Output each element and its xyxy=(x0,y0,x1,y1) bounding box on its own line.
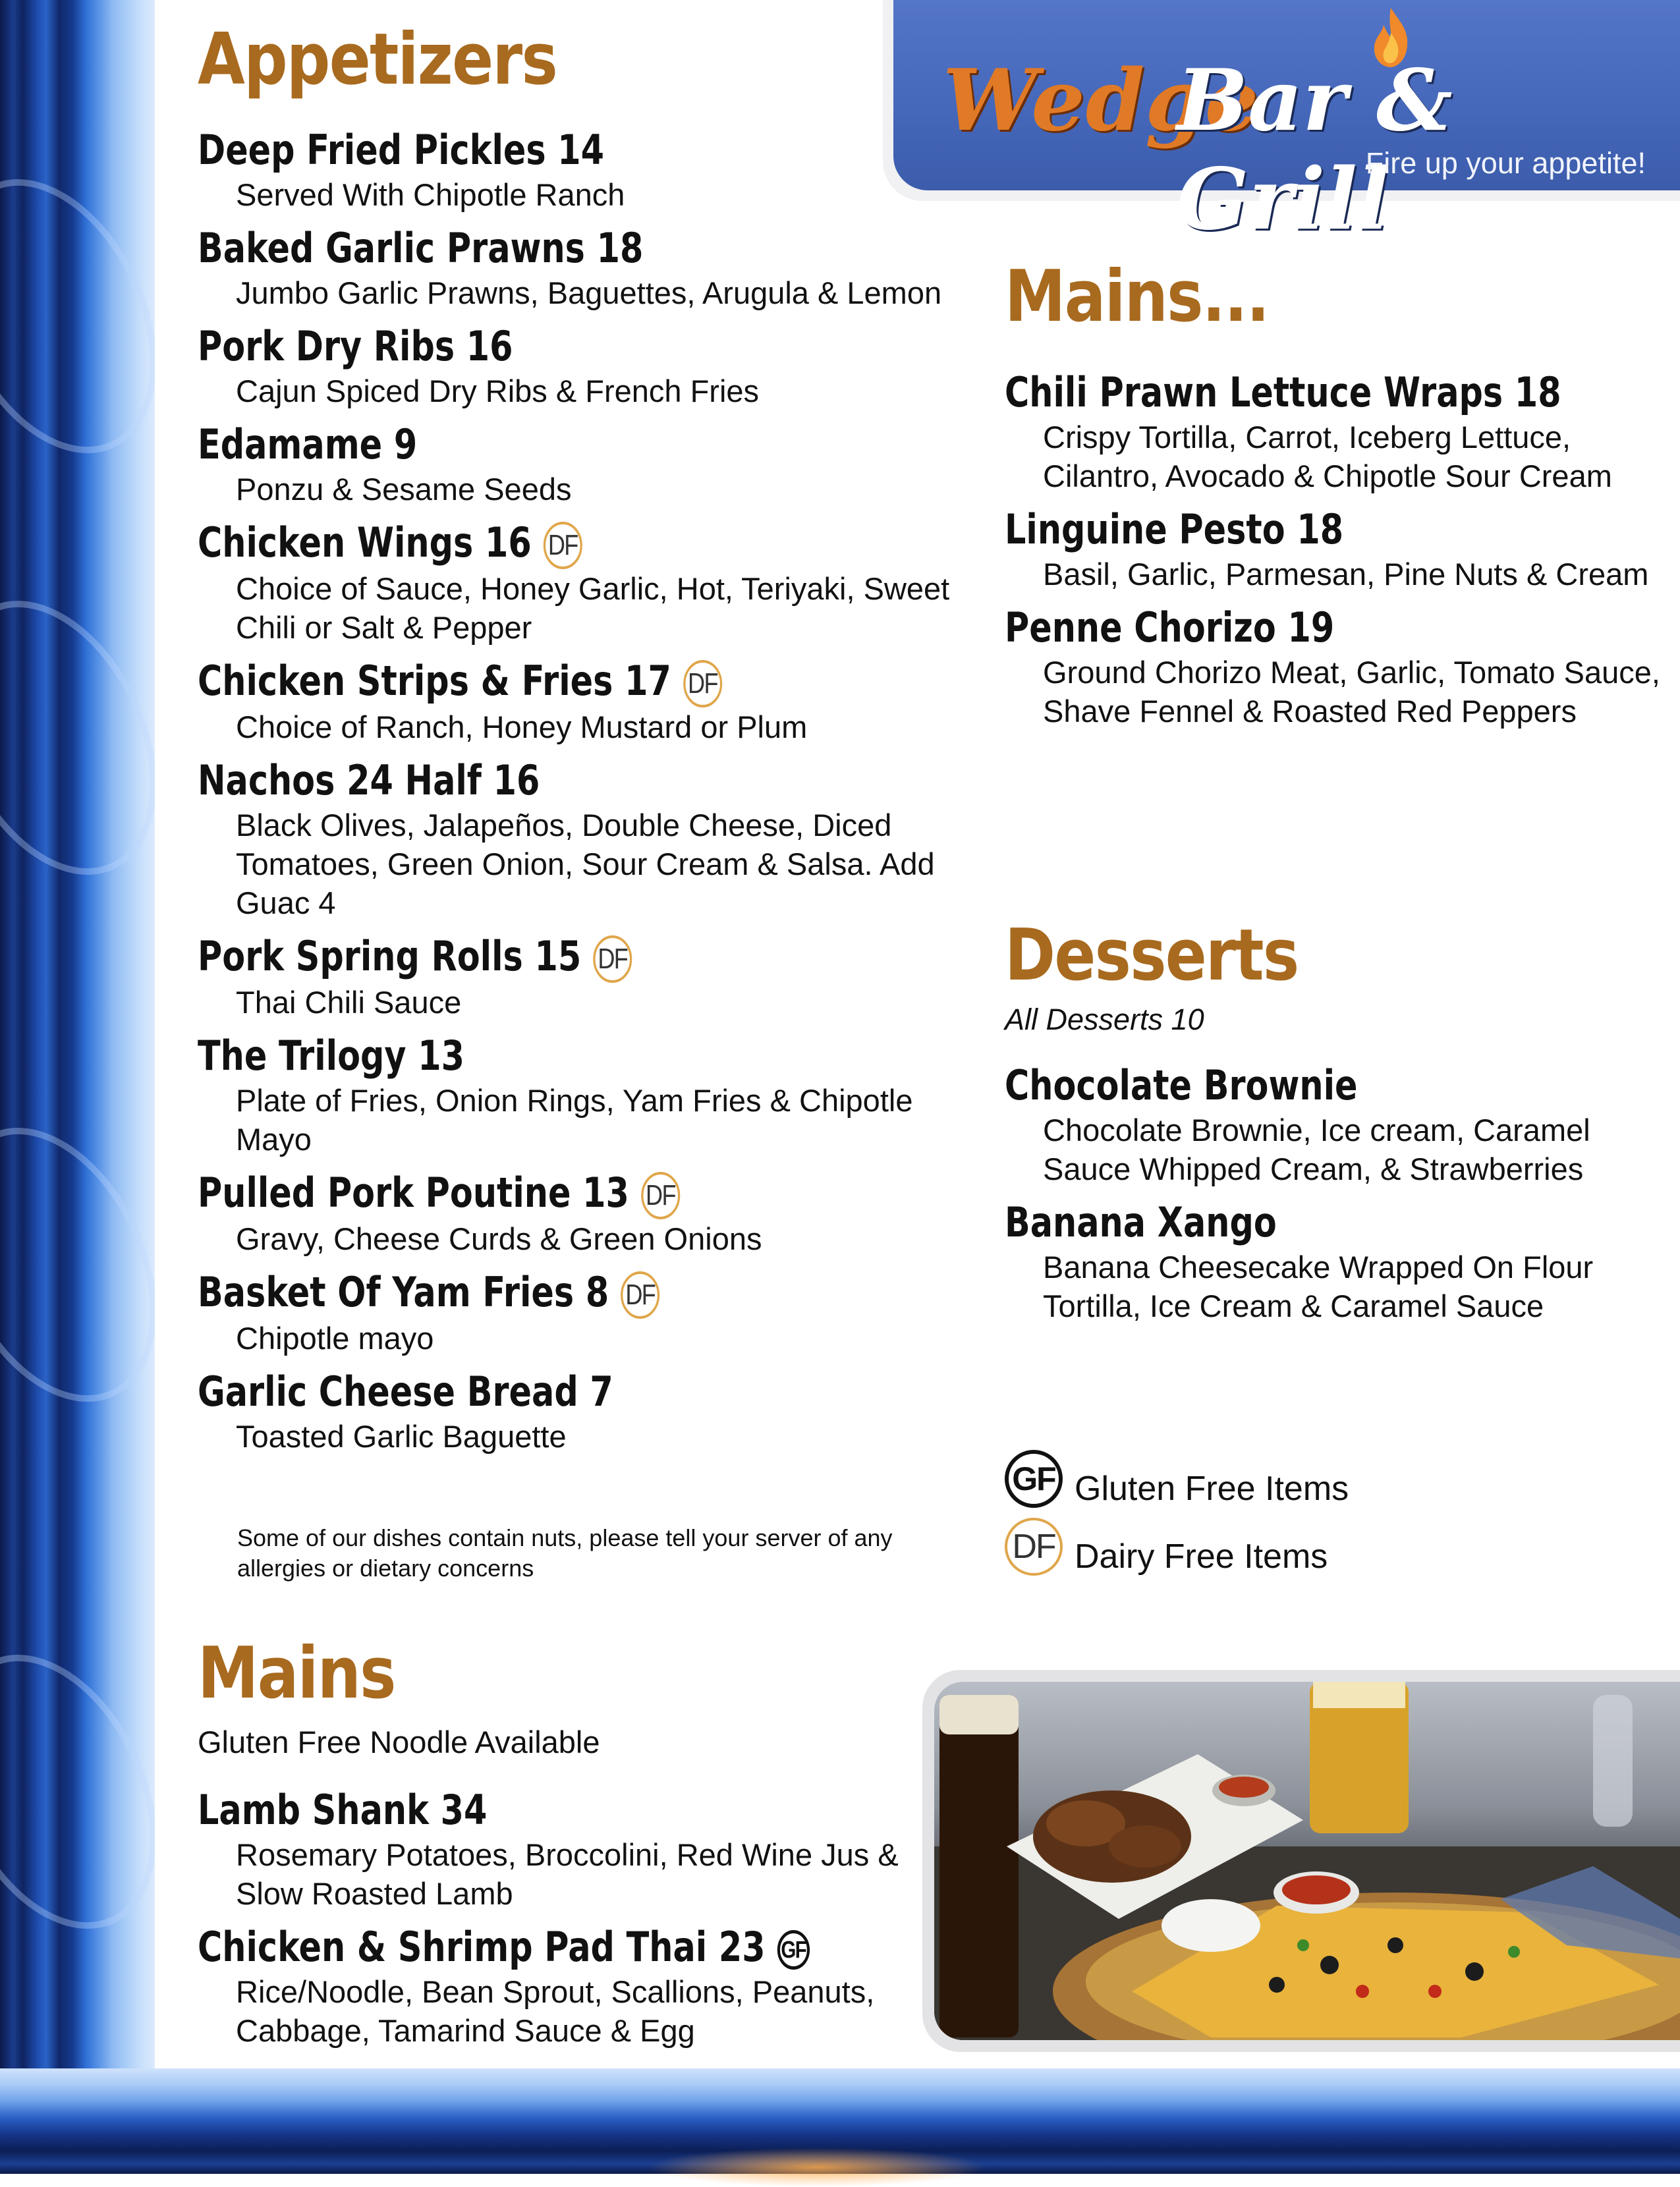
desserts-heading: Desserts xyxy=(1005,914,1299,997)
menu-item-title-row xyxy=(198,518,824,569)
menu-item xyxy=(198,223,962,312)
dairy-free-icon: DF xyxy=(683,660,722,707)
mains-right-list xyxy=(1005,368,1670,740)
menu-item-description: Cajun Spiced Dry Ribs & French Fries xyxy=(236,374,760,408)
menu-item-title-row xyxy=(198,1168,824,1219)
menu-item xyxy=(198,1168,962,1258)
menu-item-title-row xyxy=(198,1785,792,1835)
menu-item-title: Nachos 24 Half 16 xyxy=(198,756,540,804)
menu-item-description: Black Olives, Jalapeños, Double Cheese, Diced Tomatoes, Green Onion, Sour Cream & Salsa. Add Guac 4 xyxy=(236,807,935,920)
menu-item-description: Chocolate Brownie, Ice cream, Caramel Sauce Whipped Cream, & Strawberries xyxy=(1043,1113,1590,1186)
appetizers-list xyxy=(198,125,962,1465)
menu-item xyxy=(1005,368,1670,495)
menu-item-title-row xyxy=(1005,603,1550,653)
logo-header xyxy=(883,0,1680,249)
menu-item-title: Basket Of Yam Fries 8 xyxy=(198,1267,609,1316)
menu-item-description: Gravy, Cheese Curds & Green Onions xyxy=(236,1221,762,1256)
menu-item-title: Deep Fried Pickles 14 xyxy=(198,126,605,174)
menu-item-title: Linguine Pesto 18 xyxy=(1005,505,1344,553)
menu-item-title: Chocolate Brownie xyxy=(1005,1061,1358,1109)
menu-item-title-row xyxy=(198,1031,824,1081)
menu-item-title: Chicken Wings 16 xyxy=(198,518,532,567)
menu-item xyxy=(198,931,962,1022)
menu-item-description: Plate of Fries, Onion Rings, Yam Fries & Chipotle Mayo xyxy=(236,1082,913,1157)
menu-item xyxy=(198,125,962,214)
menu-item xyxy=(198,321,962,410)
gluten-free-icon: GF xyxy=(1005,1450,1063,1508)
menu-item-title: Pulled Pork Poutine 13 xyxy=(198,1168,629,1217)
menu-item xyxy=(198,518,962,647)
menu-item-description: Ponzu & Sesame Seeds xyxy=(236,472,572,507)
bottom-decorative-band xyxy=(0,2068,1680,2174)
menu-item-title-row xyxy=(198,931,824,983)
menu-item-title-row xyxy=(198,420,824,470)
menu-item xyxy=(1005,1061,1670,1188)
menu-item-description: Basil, Garlic, Parmesan, Pine Nuts & Cream xyxy=(1043,557,1649,592)
menu-item-title: Pork Spring Rolls 15 xyxy=(198,931,582,980)
menu-item-title-row xyxy=(198,1922,806,1972)
menu-item-title: The Trilogy 13 xyxy=(198,1031,464,1080)
menu-item-title-row xyxy=(1005,1198,1550,1248)
dairy-free-icon: DF xyxy=(593,935,632,983)
menu-item xyxy=(1005,1198,1670,1325)
mains-heading: Mains xyxy=(198,1632,395,1715)
menu-item xyxy=(198,656,962,746)
menu-item xyxy=(198,420,962,509)
menu-item-title: Lamb Shank 34 xyxy=(198,1786,488,1834)
legend-label: Gluten Free Items xyxy=(1075,1470,1349,1508)
desserts-list xyxy=(1005,1061,1670,1335)
food-photo-illustration xyxy=(934,1682,1680,2040)
menu-item xyxy=(198,756,962,922)
menu-item-description: Choice of Ranch, Honey Mustard or Plum xyxy=(236,709,808,744)
menu-item-description: Thai Chili Sauce xyxy=(236,984,462,1020)
menu-item-description: Crispy Tortilla, Carrot, Iceberg Lettuce, Cilantro, Avocado & Chipotle Sour Cream xyxy=(1043,420,1612,493)
legend-gluten-free xyxy=(1005,1449,1349,1509)
menu-item-description: Rice/Noodle, Bean Sprout, Scallions, Peanuts, Cabbage, Tamarind Sauce & Egg xyxy=(236,1974,875,2048)
menu-item-title: Baked Garlic Prawns 18 xyxy=(198,224,644,272)
menu-item-title-row xyxy=(1005,368,1561,418)
logo-wedge-text: Wedge xyxy=(943,51,1260,150)
menu-item-title: Chicken Strips & Fries 17 xyxy=(198,656,671,705)
menu-item-title-row xyxy=(1005,505,1550,555)
dairy-free-icon: DF xyxy=(1005,1518,1063,1576)
menu-item-description: Served With Chipotle Ranch xyxy=(236,177,625,212)
mains-left-list xyxy=(198,1785,922,2059)
menu-item-description: Toasted Garlic Baguette xyxy=(236,1418,567,1454)
menu-item-description: Jumbo Garlic Prawns, Baguettes, Arugula & Lemon xyxy=(236,275,942,310)
logo-banner xyxy=(893,0,1680,249)
legend-label: Dairy Free Items xyxy=(1075,1537,1328,1576)
menu-item-description: Rosemary Potatoes, Broccolini, Red Wine Jus & Slow Roasted Lamb xyxy=(236,1837,899,1911)
menu-item xyxy=(198,1785,922,1913)
menu-item-title: Edamame 9 xyxy=(198,420,418,468)
menu-item-description: Choice of Sauce, Honey Garlic, Hot, Teriyaki, Sweet Chili or Salt & Pepper xyxy=(236,570,950,645)
dairy-free-icon: DF xyxy=(544,522,582,569)
gluten-free-icon: GF xyxy=(777,1930,810,1970)
menu-item xyxy=(198,1367,962,1456)
menu-item-title-row xyxy=(198,1367,824,1417)
menu-item-title: Pork Dry Ribs 16 xyxy=(198,322,513,370)
menu-item-title-row xyxy=(198,756,824,806)
menu-item-title: Garlic Cheese Bread 7 xyxy=(198,1367,613,1416)
menu-item xyxy=(198,1267,962,1358)
menu-item xyxy=(1005,505,1670,594)
menu-item-title-row xyxy=(198,223,824,273)
allergy-note: Some of our dishes contain nuts, please tell your server of any allergies or dietary concerns xyxy=(237,1524,893,1582)
left-decorative-strip xyxy=(0,0,155,2174)
menu-item-title: Chili Prawn Lettuce Wraps 18 xyxy=(1005,368,1561,416)
menu-item-title-row xyxy=(1005,1061,1550,1111)
logo-tagline: Fire up your appetite! xyxy=(1365,146,1646,180)
menu-item-title: Chicken & Shrimp Pad Thai 23 xyxy=(198,1923,766,1971)
flame-glow xyxy=(646,2147,988,2187)
menu-item-title-row xyxy=(198,125,824,175)
menu-item xyxy=(1005,603,1670,731)
menu-item-title: Penne Chorizo 19 xyxy=(1005,603,1335,651)
logo-bar-grill-text: Bar & Grill xyxy=(1177,51,1453,249)
desserts-note: All Desserts 10 xyxy=(1005,1003,1204,1036)
menu-item-description: Banana Cheesecake Wrapped On Flour Tortilla, Ice Cream & Caramel Sauce xyxy=(1043,1250,1594,1323)
menu-item-title-row xyxy=(198,1267,824,1319)
dairy-free-icon: DF xyxy=(641,1172,680,1219)
food-photo-frame xyxy=(922,1670,1680,2052)
menu-item-title: Banana Xango xyxy=(1005,1198,1277,1246)
menu-item-description: Ground Chorizo Meat, Garlic, Tomato Sauce, Shave Fennel & Roasted Red Peppers xyxy=(1043,655,1660,729)
dairy-free-icon: DF xyxy=(621,1271,659,1319)
food-photo xyxy=(934,1682,1680,2040)
menu-item-description: Chipotle mayo xyxy=(236,1320,434,1356)
legend-dairy-free xyxy=(1005,1517,1328,1576)
menu-item-title-row xyxy=(198,656,824,707)
menu-item xyxy=(198,1031,962,1159)
menu-item xyxy=(198,1922,922,2050)
mains-note: Gluten Free Noodle Available xyxy=(198,1725,600,1759)
appetizers-heading: Appetizers xyxy=(198,18,557,101)
mains-continued-heading: Mains... xyxy=(1005,256,1269,338)
menu-item-title-row xyxy=(198,321,824,372)
